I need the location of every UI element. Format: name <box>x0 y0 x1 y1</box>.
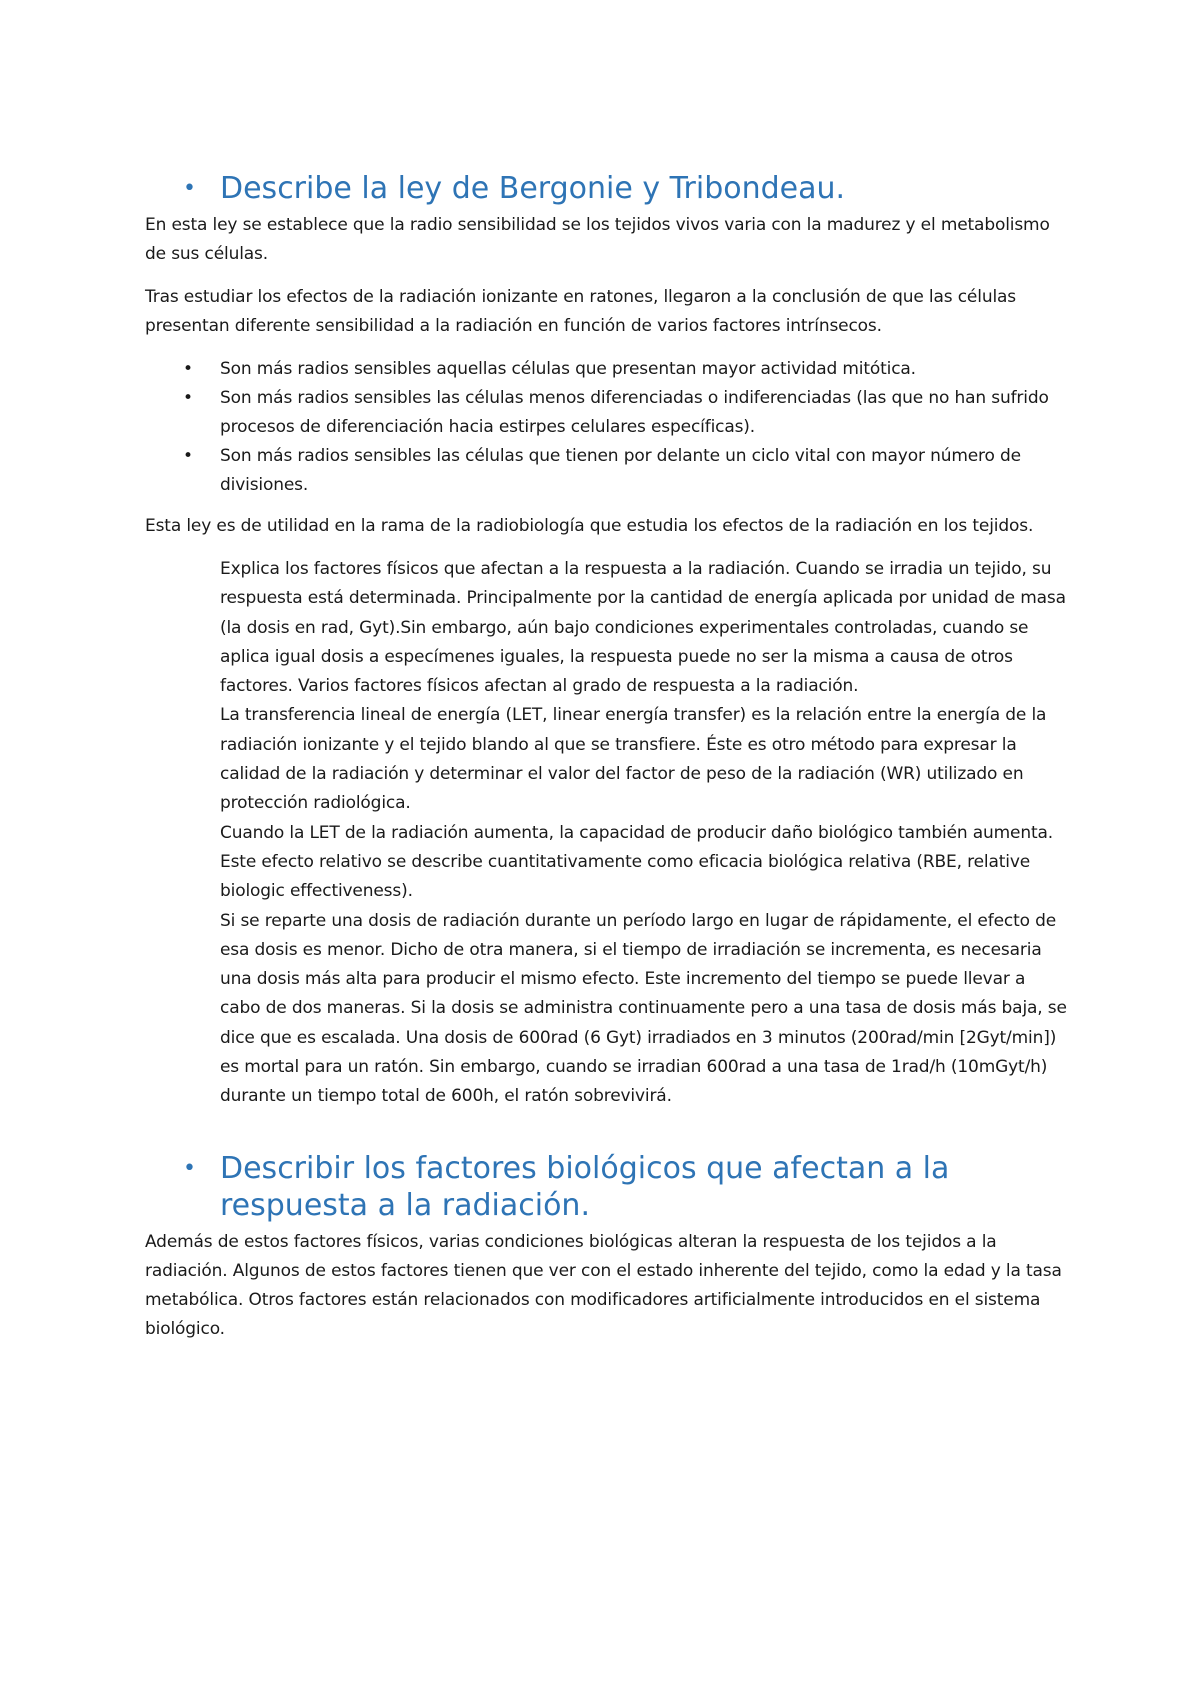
sensitivity-bullet-list <box>145 355 1070 500</box>
list-item <box>145 384 1070 442</box>
list-item-text: Son más radios sensibles aquellas células que presentan mayor actividad mitótica. <box>220 359 916 379</box>
section-heading-biological <box>145 1150 1070 1224</box>
bullet-icon: • <box>183 359 193 379</box>
list-item-text: Son más radios sensibles las células menos diferenciadas o indiferenciadas (las que no han sufrido procesos de diferenciación hacia estirpes celulares específicas). <box>220 388 1049 437</box>
section-heading-bergonie <box>145 170 1070 207</box>
list-item <box>145 355 1070 384</box>
paragraph-utility: Esta ley es de utilidad en la rama de la radiobiología que estudia los efectos de la radiación en los tejidos. <box>145 516 1034 536</box>
paragraph-biological-factors: Además de estos factores físicos, varias condiciones biológicas alteran la respuesta de los tejidos a la radiación. Algunos de estos factores tienen que ver con el estado inherente del tejido, como la edad y la tasa metabólica. Otros factores están relacionados con modificadores artificialmente introducidos en el sistema biológico. <box>145 1231 1062 1339</box>
paragraph-law-intro: En esta ley se establece que la radio sensibilidad se los tejidos vivos varia con la madurez y el metabolismo de sus células. <box>145 215 1050 264</box>
heading-text: Describe la ley de Bergonie y Tribondeau. <box>220 171 846 206</box>
paragraph-physical-factors: Explica los factores físicos que afectan a la respuesta a la radiación. Cuando se irradia un tejido, su respuesta está determinada. Principalmente por la cantidad de energía aplicada por unidad de masa (la dosis en rad, Gyt).Sin embargo, aún bajo condiciones experimentales controladas, cuando se aplica igual dosis a especímenes iguales, la respuesta puede no ser la misma a causa de otros factores. Varios factores físicos afectan al grado de respuesta a la radiación. <box>220 559 1066 697</box>
document-content <box>145 170 1070 1358</box>
paragraph-study: Tras estudiar los efectos de la radiación ionizante en ratones, llegaron a la conclusión de que las células presentan diferente sensibilidad a la radiación en función de varios factores intrínsecos. <box>145 287 1016 336</box>
paragraph-let: La transferencia lineal de energía (LET, linear energía transfer) es la relación entre la energía de la radiación ionizante y el tejido blando al que se transfiere. Éste es otro método para expresar la calidad de la radiación y determinar el valor del factor de peso de la radiación (WR) utilizado en protección radiológica. <box>220 705 1047 814</box>
paragraph-dose-rate: Si se reparte una dosis de radiación durante un período largo en lugar de rápidamente, el efecto de esa dosis es menor. Dicho de otra manera, si el tiempo de irradiación se incrementa, es necesaria una dosis más alta para producir el mismo efecto. Este incremento del tiempo se puede llevar a cabo de dos maneras. Si la dosis se administra continuamente pero a una tasa de dosis más baja, se dice que es escalada. Una dosis de 600rad (6 Gyt) irradiados en 3 minutos (200rad/min [2Gyt/min]) es mortal para un ratón. Sin embargo, cuando se irradian 600rad a una tasa de 1rad/h (10mGyt/h) durante un tiempo total de 600h, el ratón sobrevivirá. <box>220 910 1067 1107</box>
bullet-icon: • <box>183 388 193 408</box>
bullet-icon: • <box>183 446 193 466</box>
spacer <box>145 1112 1070 1150</box>
heading-bullet-icon: • <box>183 176 196 201</box>
physical-factors-block <box>220 555 1070 1112</box>
heading-bullet-icon: • <box>183 1155 196 1181</box>
paragraph-rbe: Cuando la LET de la radiación aumenta, la capacidad de producir daño biológico también aumenta. Este efecto relativo se describe cuantitativamente como eficacia biológica relativa (RBE, relative biologic effectiveness). <box>220 822 1054 902</box>
list-item <box>145 442 1070 500</box>
heading-text: Describir los factores biológicos que afectan a la respuesta a la radiación. <box>220 1150 950 1223</box>
list-item-text: Son más radios sensibles las células que tienen por delante un ciclo vital con mayor número de divisiones. <box>220 446 1021 495</box>
